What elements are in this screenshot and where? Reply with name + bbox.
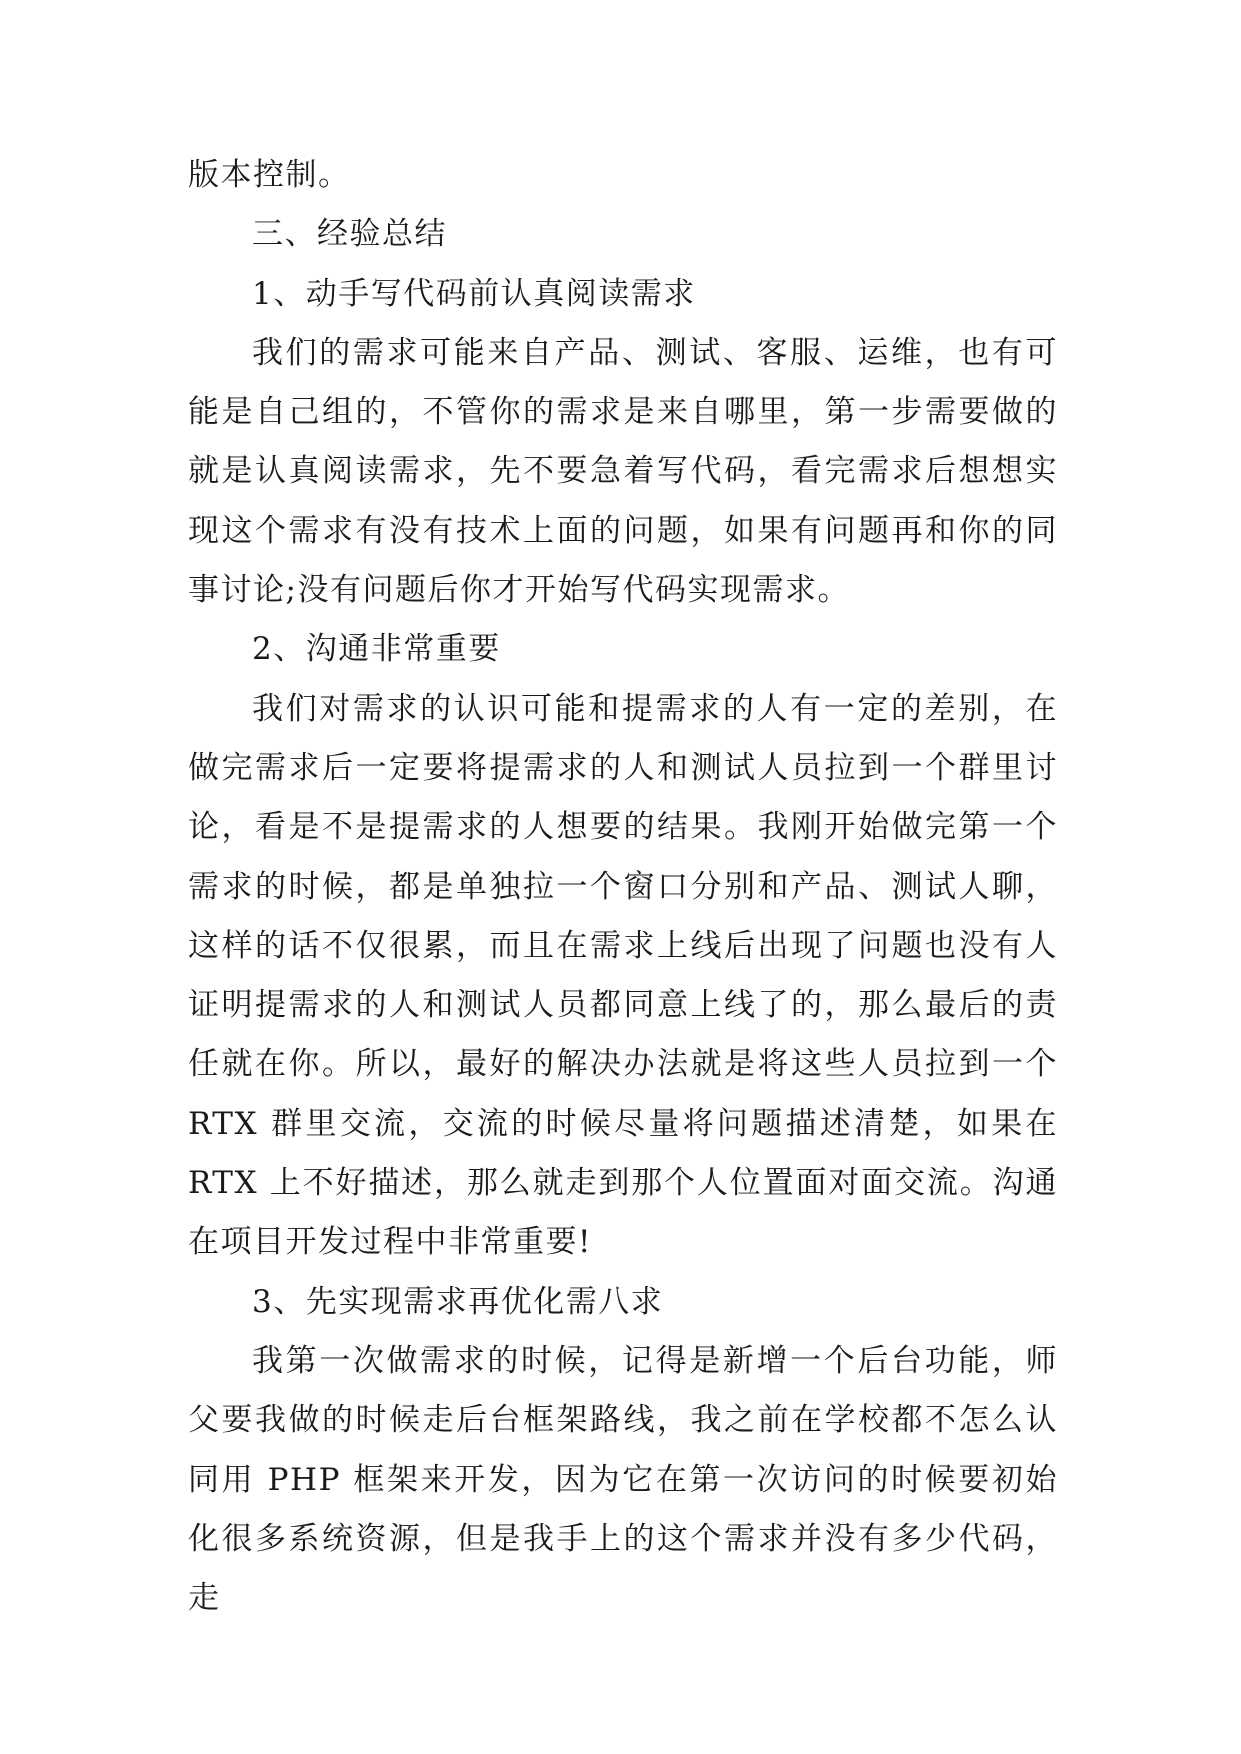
subheading-1: 1、动手写代码前认真阅读需求 (252, 275, 696, 312)
document-body (188, 146, 1058, 1628)
paragraph-2: 我们对需求的认识可能和提需求的人有一定的差别，在做完需求后一定要将提需求的人和测试人员拉到一个群里讨论，看是不是提需求的人想要的结果。我刚开始做完第一个需求的时候，都是单独拉一个窗口分别和产品、测试人聊，这样的话不仅很累，而且在需求上线后出现了问题也没有人证明提需求的人和测试人员都同意上线了的，那么最后的责任就在你。所以，最好的解决办法就是将这些人员拉到一个RTX 群里交流，交流的时候尽量将问题描述清楚，如果在 RTX 上不好描述，那么就走到那个人位置面对面交流。沟通在项目开发过程中非常重要! (188, 690, 1058, 1261)
subheading-3: 3、先实现需求再优化需八求 (252, 1283, 664, 1320)
paragraph-1: 我们的需求可能来自产品、测试、客服、运维，也有可能是自己组的，不管你的需求是来自哪里，第一步需要做的就是认真阅读需求，先不要急着写代码，看完需求后想想实现这个需求有没有技术上面的问题，如果有问题再和你的同事讨论;没有问题后你才开始写代码实现需求。 (188, 334, 1058, 609)
paragraph-continuation: 版本控制。 (188, 157, 351, 193)
paragraph-3: 我第一次做需求的时候，记得是新增一个后台功能，师父要我做的时候走后台框架路线，我之前在学校都不怎么认同用 PHP 框架来开发，因为它在第一次访问的时候要初始化很多系统资源，但是我手上的这个需求并没有多少代码，走 (188, 1342, 1058, 1617)
section-heading: 三、经验总结 (252, 216, 447, 253)
subheading-2: 2、沟通非常重要 (252, 631, 501, 668)
